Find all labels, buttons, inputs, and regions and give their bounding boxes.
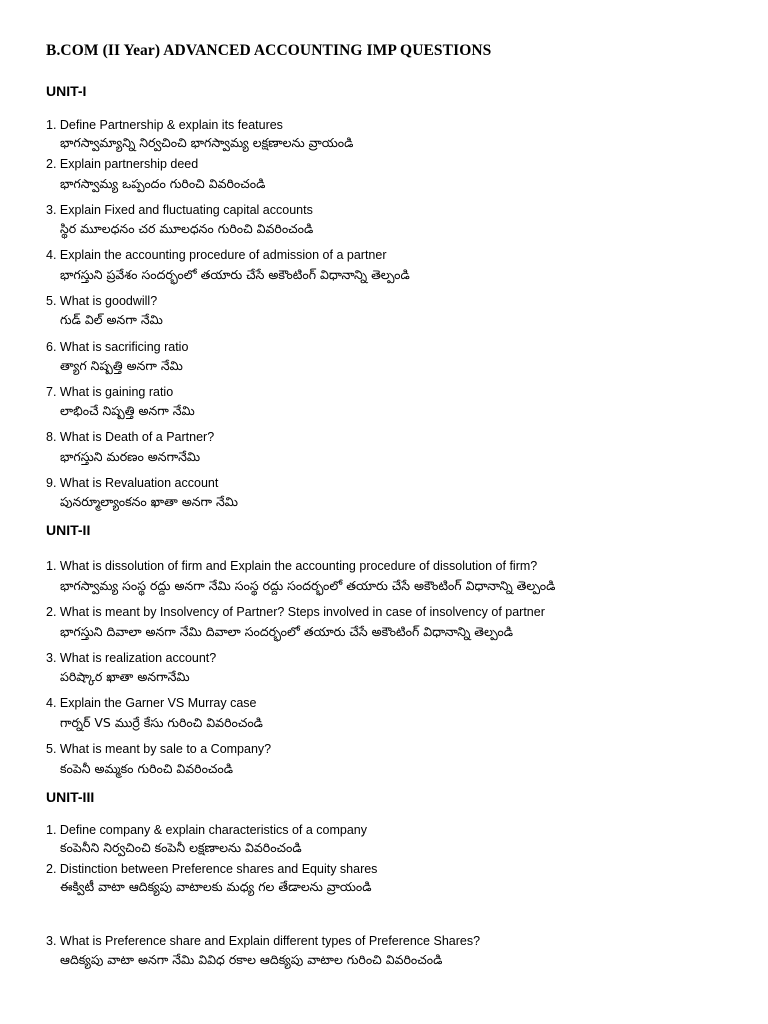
unit-heading: UNIT-I [46, 83, 87, 99]
question-english: 1. Define Partnership & explain its features [46, 118, 283, 132]
question-english: 7. What is gaining ratio [46, 385, 174, 399]
question-english: 1. What is dissolution of firm and Explain the accounting procedure of dissolution of firm? [46, 559, 538, 573]
question-english: 9. What is Revaluation account [46, 476, 219, 490]
question-telugu: లాభించే నిష్పత్తి అనగా నేమి [60, 403, 195, 418]
question-telugu: భాగస్తుని దివాలా అనగా నేమి దివాలా సందర్భంలో తయారు చేసే అకౌంటింగ్ విధానాన్ని తెల్పండి [60, 624, 514, 639]
question-telugu: ఈక్విటీ వాటా ఆదిక్యపు వాటాలకు మధ్య గల తేడాలను వ్రాయండి [60, 879, 372, 894]
question-telugu: కంపెనీని నిర్వచించి కంపెనీ లక్షణాలను వివరించండి [60, 840, 302, 855]
question-english: 4. Explain the Garner VS Murray case [46, 696, 257, 710]
question-english: 1. Define company & explain characteristics of a company [46, 823, 367, 837]
question-telugu: కంపెనీ అమ్మకం గురించి వివరించండి [60, 761, 234, 776]
question-english: 2. Explain partnership deed [46, 157, 199, 171]
question-english: 3. What is realization account? [46, 651, 217, 665]
question-english: 5. What is meant by sale to a Company? [46, 742, 272, 756]
question-english: 6. What is sacrificing ratio [46, 340, 189, 354]
question-english: 4. Explain the accounting procedure of admission of a partner [46, 248, 387, 262]
question-telugu: గార్నర్ VS ముర్రే కేసు గురించి వివరించండి [60, 715, 263, 730]
unit-heading: UNIT-II [46, 522, 91, 538]
question-english: 2. What is meant by Insolvency of Partner? Steps involved in case of insolvency of partner [46, 605, 545, 619]
question-telugu: గుడ్ విల్ అనగా నేమి [60, 312, 163, 327]
question-english: 2. Distinction between Preference shares and Equity shares [46, 862, 378, 876]
document-title: B.COM (II Year) ADVANCED ACCOUNTING IMP QUESTIONS [46, 42, 492, 59]
question-telugu: స్థిర మూలధనం చర మూలధనం గురించి వివరించండి [60, 221, 314, 236]
question-english: 3. Explain Fixed and fluctuating capital accounts [46, 203, 313, 217]
unit-heading: UNIT-III [46, 789, 95, 805]
question-telugu: భాగస్వామ్యాన్ని నిర్వచించి భాగస్వామ్య లక్షణాలను వ్రాయండి [60, 135, 354, 150]
question-telugu: భాగస్తుని ప్రవేశం సందర్భంలో తయారు చేసే అకౌంటింగ్ విధానాన్ని తెల్పండి [60, 267, 410, 282]
question-english: 8. What is Death of a Partner? [46, 430, 215, 444]
question-telugu: భాగస్తుని మరణం అనగానేమి [60, 449, 201, 464]
question-english: 3. What is Preference share and Explain different types of Preference Shares? [46, 934, 481, 948]
question-telugu: ఆదిక్యపు వాటా అనగా నేమి వివిధ రకాల ఆదిక్యపు వాటాల గురించి వివరించండి [60, 952, 443, 967]
question-english: 5. What is goodwill? [46, 294, 158, 308]
question-telugu: త్యాగ నిష్పత్తి అనగా నేమి [60, 358, 183, 373]
question-telugu: పునర్మూల్యాంకనం ఖాతా అనగా నేమి [60, 494, 239, 509]
question-telugu: భాగస్వామ్య సంస్థ రద్దు అనగా నేమి సంస్థ రద్దు సందర్భంలో తయారు చేసే అకౌంటింగ్ విధానాన్ని తెల్పండి [60, 578, 556, 593]
question-telugu: భాగస్వామ్య ఒప్పందం గురించి వివరించండి [60, 176, 266, 191]
question-telugu: పరిష్కార ఖాతా అనగానేమి [60, 669, 190, 684]
